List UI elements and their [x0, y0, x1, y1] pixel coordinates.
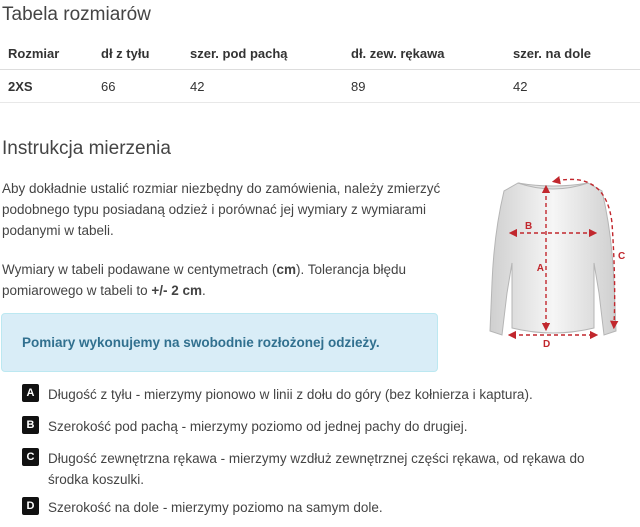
instructions-paragraph-1: Aby dokładnie ustalić rozmiar niezbędny do zamówienia, należy zmierzyć podobnego typu posiadaną odzież i porównać jej wymiary z wymiarami podanymi w tabeli.	[2, 181, 441, 238]
diagram-label-a: A	[536, 263, 544, 274]
column-header-armpit-width: szer. pod pachą	[190, 37, 351, 70]
para2-end: .	[202, 283, 206, 298]
legend-text-d: Szerokość na dole - mierzymy poziomo na samym dole.	[48, 500, 383, 515]
legend-text-a: Długość z tyłu - mierzymy pionowo w linii z dołu do góry (bez kołnierza i kaptura).	[48, 387, 533, 402]
para2-tolerance: +/- 2 cm	[151, 283, 202, 298]
legend-badge-b: B	[22, 416, 39, 434]
instructions-paragraph-2	[2, 259, 442, 301]
legend-badge-d: D	[22, 497, 39, 515]
column-header-bottom-width: szer. na dole	[513, 37, 640, 70]
size-table	[0, 37, 640, 103]
size-table-title: Tabela rozmiarów	[2, 4, 151, 25]
cell-bottom-width: 42	[513, 70, 640, 103]
column-header-size: Rozmiar	[0, 37, 101, 70]
table-row	[0, 70, 640, 103]
diagram-label-d: D	[543, 339, 551, 350]
cell-back-length: 66	[101, 70, 190, 103]
para2-unit: cm	[276, 262, 296, 277]
column-header-sleeve-length: dł. zew. rękawa	[351, 37, 513, 70]
cell-sleeve-length: 89	[351, 70, 513, 103]
diagram-label-b: B	[525, 221, 533, 232]
column-header-back-length: dł z tyłu	[101, 37, 190, 70]
para2-middle: ). Tolerancja błędu pomiarowego w tabeli to	[2, 262, 407, 298]
cell-armpit-width: 42	[190, 70, 351, 103]
info-alert-text: Pomiary wykonujemy na swobodnie rozłożonej odzieży.	[22, 335, 380, 350]
shirt-body-shape	[490, 183, 616, 335]
legend-text-c: Długość zewnętrzna rękawa - mierzymy wzdłuż zewnętrznej części rękawa, od rękawa do środka koszulki.	[48, 451, 585, 487]
legend-badge-a: A	[22, 384, 39, 402]
info-alert	[1, 313, 438, 372]
legend-badge-c: C	[22, 448, 39, 466]
instructions-title: Instrukcja mierzenia	[2, 138, 171, 159]
size-table-header-row	[0, 37, 640, 70]
diagram-label-c: C	[618, 251, 626, 262]
shirt-diagram	[466, 163, 640, 353]
para2-before-unit: Wymiary w tabeli podawane w centymetrach (	[2, 262, 277, 277]
cell-size: 2XS	[0, 70, 101, 103]
legend-text-b: Szerokość pod pachą - mierzymy poziomo od jednej pachy do drugiej.	[48, 419, 468, 434]
